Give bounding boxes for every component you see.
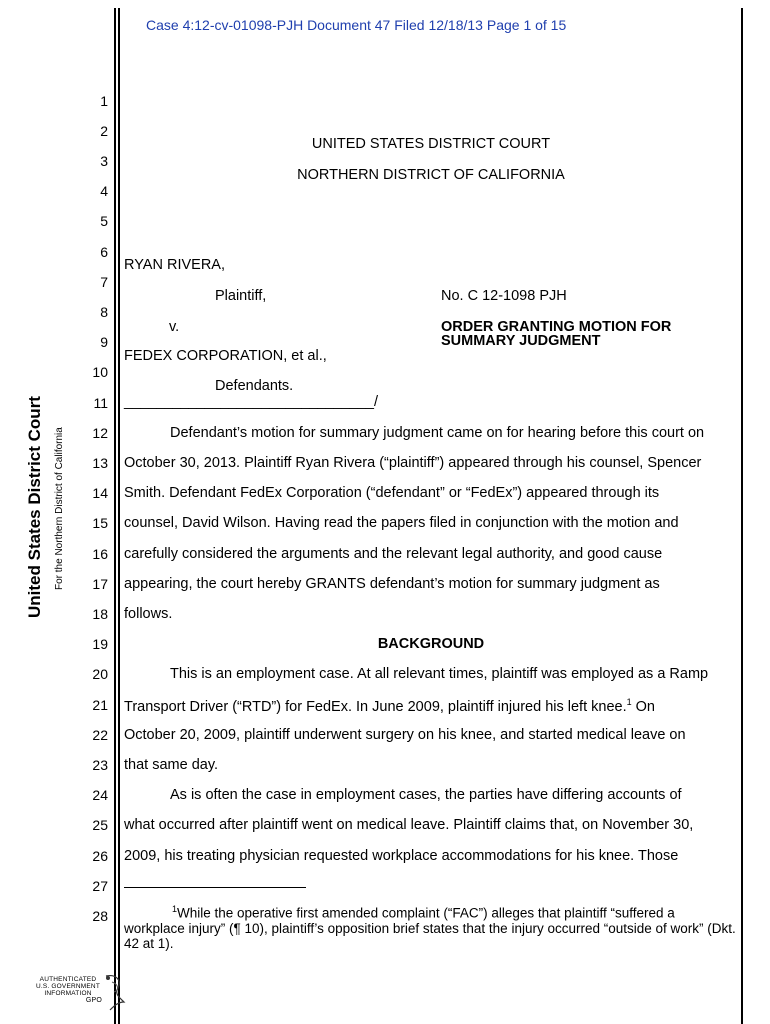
line-number: 28 bbox=[92, 908, 108, 924]
body-line: follows. bbox=[124, 606, 173, 622]
line-number: 18 bbox=[92, 606, 108, 622]
order-title-line2: SUMMARY JUDGMENT bbox=[441, 333, 601, 349]
line-number: 22 bbox=[92, 727, 108, 743]
case-number: No. C 12-1098 PJH bbox=[441, 288, 567, 304]
body-line: As is often the case in employment cases, the parties have differing accounts of bbox=[170, 787, 682, 803]
case-header-stamp: Case 4:12-cv-01098-PJH Document 47 Filed 12/18/13 Page 1 of 15 bbox=[146, 17, 567, 33]
body-line: that same day. bbox=[124, 757, 219, 773]
order-title-line1: ORDER GRANTING MOTION FOR bbox=[441, 319, 672, 335]
line-number: 12 bbox=[92, 425, 108, 441]
body-line: This is an employment case. At all relevant times, plaintiff was employed as a Ramp bbox=[170, 666, 709, 682]
gpo-authentication-seal bbox=[30, 972, 130, 1012]
line-number: 11 bbox=[93, 395, 108, 411]
line-number: 10 bbox=[92, 364, 108, 380]
plaintiff-role: Plaintiff, bbox=[215, 288, 267, 304]
caption-rule: _______________________________/ bbox=[124, 394, 379, 410]
body-line bbox=[124, 697, 655, 715]
line-number: 4 bbox=[100, 183, 108, 199]
versus: v. bbox=[169, 319, 180, 335]
body-line: Smith. Defendant FedEx Corporation (“defendant” or “FedEx”) appeared through its bbox=[124, 485, 660, 501]
defendant-role: Defendants. bbox=[215, 378, 294, 394]
plaintiff-name: RYAN RIVERA, bbox=[124, 257, 225, 273]
body-text: On bbox=[631, 698, 655, 715]
body-line: what occurred after plaintiff went on medical leave. Plaintiff claims that, on November 30, bbox=[124, 817, 694, 833]
line-number: 27 bbox=[92, 878, 108, 894]
district-name: NORTHERN DISTRICT OF CALIFORNIA bbox=[297, 167, 565, 183]
gpo-line: AUTHENTICATED bbox=[39, 976, 97, 983]
body-line: carefully considered the arguments and the relevant legal authority, and good cause bbox=[124, 546, 663, 562]
body-line: counsel, David Wilson. Having read the papers filed in conjunction with the motion and bbox=[124, 515, 679, 531]
footnote bbox=[124, 902, 739, 951]
court-name: UNITED STATES DISTRICT COURT bbox=[311, 136, 551, 152]
line-number: 24 bbox=[92, 787, 108, 803]
line-number: 20 bbox=[92, 666, 108, 682]
line-number: 19 bbox=[92, 636, 108, 652]
body-line: October 30, 2013. Plaintiff Ryan Rivera (“plaintiff”) appeared through his counsel, Spencer bbox=[124, 455, 702, 471]
line-number: 6 bbox=[100, 244, 108, 260]
line-number: 5 bbox=[100, 213, 108, 229]
footnote-rule bbox=[124, 887, 306, 888]
line-number: 26 bbox=[92, 848, 108, 864]
line-number: 9 bbox=[100, 334, 108, 350]
gpo-line: GPO bbox=[85, 997, 102, 1004]
body-line: October 20, 2009, plaintiff underwent surgery on his knee, and started medical leave on bbox=[124, 727, 686, 743]
body-line: appearing, the court hereby GRANTS defendant’s motion for summary judgment as bbox=[124, 576, 660, 592]
line-number: 17 bbox=[92, 576, 108, 592]
body-line: Defendant’s motion for summary judgment came on for hearing before this court on bbox=[170, 425, 705, 441]
line-number: 14 bbox=[92, 485, 108, 501]
footnote-text: While the operative first amended complaint (“FAC”) alleges that plaintiff “suffered a workplace injury” (¶ 10), plaintiff’s opposition brief states that the injury occurred “outside of work” (Dkt. 42 at 1). bbox=[124, 905, 736, 951]
eagle-icon bbox=[100, 972, 130, 1012]
line-number: 16 bbox=[92, 546, 108, 562]
line-number: 21 bbox=[92, 697, 108, 713]
body-line: 2009, his treating physician requested workplace accommodations for his knee. Those bbox=[124, 848, 679, 864]
line-number: 7 bbox=[100, 274, 108, 290]
line-number: 2 bbox=[100, 123, 108, 139]
side-court-label: United States District Court bbox=[25, 396, 44, 618]
margin-rule-left-inner bbox=[118, 8, 120, 1024]
line-number: 15 bbox=[92, 515, 108, 531]
line-number: 23 bbox=[92, 757, 108, 773]
line-number: 25 bbox=[92, 817, 108, 833]
body-text: Transport Driver (“RTD”) for FedEx. In June 2009, plaintiff injured his left knee. bbox=[124, 698, 627, 715]
gpo-line: INFORMATION bbox=[44, 990, 92, 997]
line-number: 8 bbox=[100, 304, 108, 320]
section-heading-background: BACKGROUND bbox=[377, 636, 485, 652]
margin-rule-left-outer bbox=[114, 8, 116, 1024]
margin-rule-right bbox=[741, 8, 743, 1024]
footnote-reference[interactable]: 1 bbox=[626, 697, 632, 707]
gpo-line: U.S. GOVERNMENT bbox=[35, 983, 101, 990]
defendant-name: FEDEX CORPORATION, et al., bbox=[124, 348, 327, 364]
line-number: 1 bbox=[100, 93, 108, 109]
line-number: 13 bbox=[92, 455, 108, 471]
side-district-label: For the Northern District of California bbox=[54, 427, 65, 590]
line-number: 3 bbox=[100, 153, 108, 169]
footnote-marker: 1 bbox=[172, 904, 178, 914]
